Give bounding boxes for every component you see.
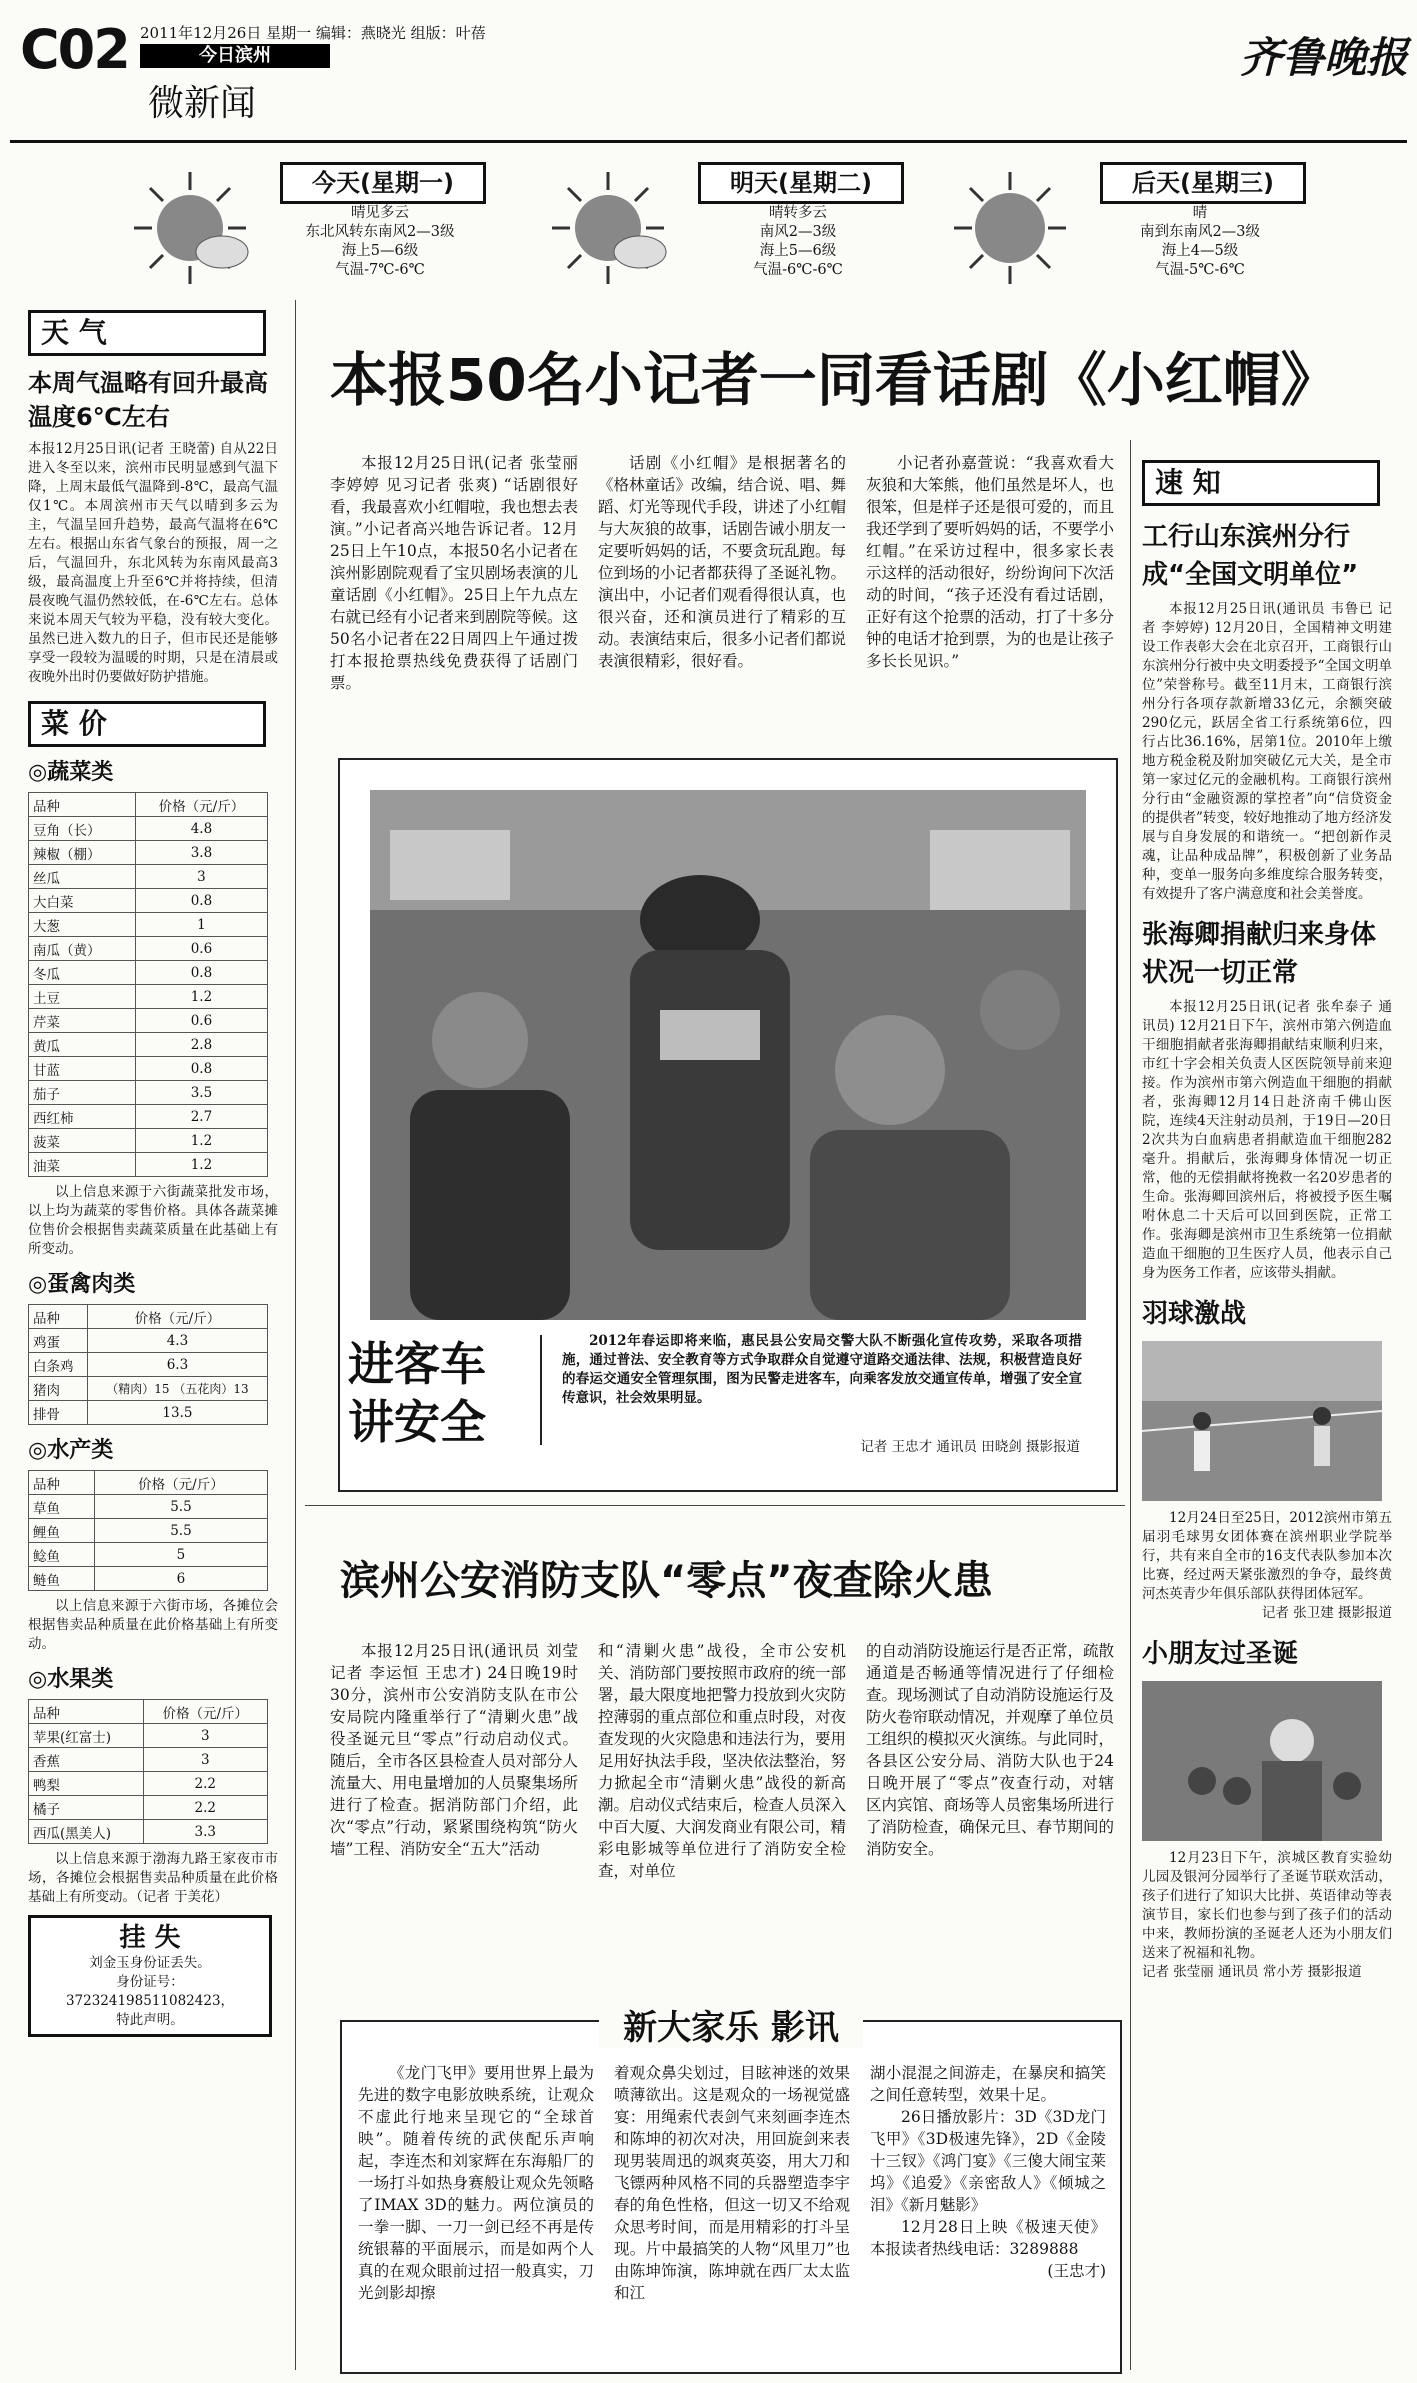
- veg-title: ◎蔬菜类: [28, 760, 114, 785]
- price: 3: [143, 1748, 267, 1772]
- price: 1: [135, 913, 267, 937]
- table-row: [29, 1105, 268, 1129]
- weather-line: 晴见多云: [351, 205, 409, 221]
- egg-title: ◎蛋禽肉类: [28, 1272, 136, 1297]
- photo-credit: 记者 王忠才 通讯员 田晓剑 摄影报道: [860, 1439, 1080, 1455]
- movie-upcoming: 12月28日上映《极速天使》本报读者热线电话：3289888: [870, 2218, 1106, 2258]
- right-column: [1142, 460, 1392, 1982]
- brief-body-4: 12月23日下午，滨城区教育实验幼儿园及银河分园举行了圣诞节联欢活动，孩子们进行了知识大比拼、英语律动等表演节目，家长们也参与到了孩子们的活动中来，教师扮演的圣诞老人还为小朋友们送来了祝福和礼物。: [1142, 1850, 1392, 1961]
- col-head: 品种: [29, 793, 136, 817]
- table-row: [29, 985, 268, 1009]
- movie-head-wrap: [342, 2000, 1120, 2049]
- table-row: [29, 817, 268, 841]
- photo-title-2: 讲安全: [348, 1395, 486, 1449]
- fish-price-table: [28, 1470, 268, 1591]
- movie-schedule: 26日播放影片：3D《3D龙门飞甲》《3D极速先锋》，2D《金陵十三钗》《鸿门宴》《三傻大闹宝莱坞》《追爱》《亲密敌人》《倾城之泪》《新月魅影》: [870, 2108, 1106, 2214]
- weather-day-title: 今天(星期一): [280, 162, 486, 204]
- fish-note: 以上信息来源于六街市场，各摊位会根据售卖品种质量在此价格基础上有所变动。: [28, 1598, 278, 1652]
- subsection-title: 微新闻: [148, 83, 257, 124]
- item: 草鱼: [29, 1495, 95, 1519]
- fire-col-2: 和“清剿火患”战役，全市公安机关、消防部门要按照市政府的统一部署，最大限度地把警力投放到火灾防控薄弱的重点部位和重点时段，对夜查发现的火灾隐患和违法行为，要用足用好执法手段，坚决依法整治，努力掀起全市“清剿火患”战役的新高潮。启动仪式结束后，检查人员深入中百大厦、大润发商业有限公司，精彩电影城等单位进行了消防安全检查，对单位: [598, 1642, 847, 1880]
- brief-body-2: 本报12月25日讯(记者 张牟泰子 通讯员) 12月21日下午，滨州市第六例造血干细胞捐献者张海卿捐献结束顺利归来，市红十字会相关负责人区医院领导前来迎接。作为滨州市第六例造血干细胞的捐献者，张海卿12月14日赴济南千佛山医院，连续4天注射动员剂，于19日—20日2次共为白血病患者捐献造血干细胞282毫升。捐献后，张海卿身体情况一切正常，他的无偿捐献将挽救一名20岁患者的生命。张海卿回滨州后，将被授予医生嘱咐休息二十天后可以回到医院，正常工作。张海卿是滨州市卫生系统第一位捐献造血干细胞的卫生医疗人员，他表示自己身为医务工作者，应该带头捐献。: [1142, 999, 1392, 1281]
- fire-col-1: 本报12月25日讯(通讯员 刘莹 记者 李运恒 王忠才) 24日晚19时30分，滨州市公安消防支队在市公安局院内隆重举行了“清剿火患”战役圣诞元旦“零点”行动启动仪式。随后，全市各区县检查人员对部分人流量大、用电量增加的人员聚集场所进行了检查。据消防部门介绍，此次“零点”行动，紧紧围绕构筑“防火墙”工程、消防安全“五大”活动: [330, 1642, 579, 1858]
- price: 0.6: [135, 937, 267, 961]
- weather-tomorrow: [548, 148, 928, 323]
- item: 甘蓝: [29, 1057, 136, 1081]
- table-row: [29, 937, 268, 961]
- header-rule: [10, 140, 1407, 143]
- fruit-price-table: [28, 1699, 268, 1844]
- weather-line: 气温-7℃-6℃: [335, 262, 425, 278]
- movie-col-1: 《龙门飞甲》要用世界上最为先进的数字电影放映系统，让观众不虚此行地来呈现它的“全球首映”。随着传统的武侠配乐声响起，李连杰和刘家辉在东海船厂的一场打斗如热身赛般让观众先领略了IMAX 3D的魅力。两位演员的一拳一脚、一刀一剑已经不再是传统银幕的平面展示，而是如两个人真的在观众眼前过招一般真实，刀光剑影却擦: [358, 2064, 594, 2302]
- table-row: [29, 1519, 268, 1543]
- article-col-1: 本报12月25日讯(记者 张莹丽 李婷婷 见习记者 张爽) “话剧很好看，我最喜欢小红帽啦，我也想去表演。”小记者高兴地告诉记者。12月25日上午10点，本报50名小记者在滨州影剧院观看了宝贝剧场表演的儿童话剧《小红帽》。25日上午九点左右就已经有小记者来到剧院等候。这50名小记者在22日周四上午通过拨打本报抢票热线免费获得了话剧门票。: [330, 454, 579, 692]
- lost-line: 372324198511082423，: [65, 1993, 235, 2009]
- price: 0.8: [135, 889, 267, 913]
- main-headline: 本报50名小记者一同看话剧《小红帽》: [330, 346, 1339, 414]
- price: 3: [143, 1724, 267, 1748]
- item: 香蕉: [29, 1748, 144, 1772]
- price: 2.8: [135, 1033, 267, 1057]
- weather-day-after: [950, 148, 1330, 323]
- brief-title-1: 工行山东滨州分行成“全国文明单位”: [1142, 522, 1359, 590]
- fire-headline: 滨州公安消防支队“零点”夜查除火患: [340, 1558, 993, 1604]
- item: 西瓜(黑美人): [29, 1820, 144, 1844]
- table-row: [29, 1057, 268, 1081]
- weather-line: 海上4—5级: [1161, 243, 1239, 259]
- table-row: [29, 1796, 268, 1820]
- item: 黄瓜: [29, 1033, 136, 1057]
- table-row: [29, 1009, 268, 1033]
- item: 鸭梨: [29, 1772, 144, 1796]
- price: 2.2: [143, 1772, 267, 1796]
- item: 白条鸡: [29, 1353, 88, 1377]
- price: 4.3: [87, 1329, 267, 1353]
- table-row: [29, 1081, 268, 1105]
- item: 油菜: [29, 1153, 136, 1177]
- weather-line: 南风2—3级: [759, 224, 837, 240]
- egg-price-table: [28, 1304, 268, 1425]
- movie-col-2: 着观众鼻尖划过，目眩神迷的效果喷薄欲出。这是观众的一场视觉盛宴：用绳索代表剑气来刻画李连杰和陈坤的初次对决，用回旋剑来表现男装周迅的飒爽英姿，用大刀和飞镖两种风格不同的兵器塑造李宇春的角色性格，但这一切又不给观众思考时间，而是用精彩的打斗呈现。片中最搞笑的人物“风里刀”也由陈坤饰演，陈坤就在西厂太太监和江: [614, 2064, 850, 2302]
- table-row: [29, 1129, 268, 1153]
- item: 橘子: [29, 1796, 144, 1820]
- price: 1.2: [135, 1129, 267, 1153]
- movie-credit: (王忠才): [1047, 2262, 1106, 2280]
- price: 0.6: [135, 1009, 267, 1033]
- price: 6.3: [87, 1353, 267, 1377]
- price: （精肉）15 （五花肉）13: [87, 1377, 267, 1401]
- weather-line: 海上5—6级: [759, 243, 837, 259]
- table-row: [29, 913, 268, 937]
- weather-day-title: 明天(星期二): [698, 162, 904, 204]
- col-head: 价格（元/斤）: [94, 1471, 267, 1495]
- weather-section-head: 天 气: [28, 310, 266, 356]
- brief-body-1: 本报12月25日讯(通讯员 韦鲁已 记者 李婷婷) 12月20日，全国精神文明建设工作表彰大会在北京召开，工商银行山东滨州分行被中央文明委授予“全国文明单位”荣誉称号。截至11月末，工商银行滨州分行各项存款新增33亿元，余额突破290亿元，跃居全省工行系统第6位，四行占比36.16%，居第1位。2010年上缴地方税金税及附加突破亿元大关，是全市第一家过亿元的金融机构。工商银行滨州分行由“金融资源的掌控者”向“信贷资金的提供者”转变，较好地推动了地方经济发展与自身发展的和谐统一。“把创新作灵魂，让品种成品牌”，积极创新了业务品种，变单一服务向多维度综合服务转变，有效提升了客户满意度和社会美誉度。: [1142, 601, 1392, 902]
- table-row: [29, 1724, 268, 1748]
- brief-title-2: 张海卿捐献归来身体状况一切正常: [1142, 920, 1377, 988]
- price: 2.2: [143, 1796, 267, 1820]
- newspaper-logo: 齐鲁晚报: [1240, 33, 1409, 82]
- price: 0.8: [135, 961, 267, 985]
- table-header: [29, 1305, 268, 1329]
- item: 西红柿: [29, 1105, 136, 1129]
- price: 2.7: [135, 1105, 267, 1129]
- item: 排骨: [29, 1401, 88, 1425]
- photo-title-1: 进客车: [348, 1337, 486, 1391]
- item: 南瓜（黄）: [29, 937, 136, 961]
- item: 辣椒（棚）: [29, 841, 136, 865]
- left-column: [28, 310, 278, 2037]
- page-number: C02: [20, 18, 129, 81]
- item: 丝瓜: [29, 865, 136, 889]
- weather-article-body: 本报12月25日讯(记者 王晓蕾) 自从22日进入冬至以来，滨州市民明显感到气温下降，上周末最低气温降到-8℃，最高气温仅1℃。本周滨州市天气以晴到多云为主，气温呈回升趋势，最高气温将在6℃左右。根据山东省气象台的预报，周一之后，气温回升，东北风转为东南风最高3级，最高温度上升至6℃并将持续，但清晨夜晚气温仍然较低，在-6℃左右。总体来说本周天气较为平稳，没有较大变化。虽然已进入数九的日子，但市民还是能够享受一段较为温暖的时期，只是在清晨或夜晚外出时仍要做好防护措施。: [28, 441, 278, 685]
- col-head: 价格（元/斤）: [87, 1305, 267, 1329]
- lost-line: 刘金玉身份证丢失。: [89, 1955, 211, 1971]
- brief-credit-3: 记者 张卫建 摄影报道: [1261, 1605, 1392, 1621]
- brief-title-4: 小朋友过圣诞: [1142, 1639, 1299, 1669]
- table-row: [29, 1820, 268, 1844]
- table-row: [29, 1401, 268, 1425]
- section-tag: 今日滨州: [140, 44, 330, 68]
- fish-title: ◎水产类: [28, 1438, 114, 1463]
- lost-notice: [28, 1915, 272, 2037]
- price: 3.5: [135, 1081, 267, 1105]
- price: 6: [94, 1567, 267, 1591]
- item: 猪肉: [29, 1377, 88, 1401]
- sun-cloud-icon: [548, 168, 668, 288]
- table-row: [29, 1772, 268, 1796]
- price: 3.3: [143, 1820, 267, 1844]
- table-row: [29, 841, 268, 865]
- table-row: [29, 1153, 268, 1177]
- item: 大葱: [29, 913, 136, 937]
- column-rule: [295, 300, 296, 2370]
- weather-today: [130, 148, 510, 323]
- movie-col-3-wrap: [870, 2062, 1106, 2282]
- movie-head: 新大家乐 影讯: [599, 2008, 863, 2048]
- fruit-note: 以上信息来源于渤海九路王家夜市市场，各摊位会根据售卖品种质量在此价格基础上有所变动。（记者 于美花）: [28, 1851, 278, 1905]
- price: 4.8: [135, 817, 267, 841]
- table-row: [29, 961, 268, 985]
- price: 1.2: [135, 985, 267, 1009]
- table-header: [29, 1471, 268, 1495]
- bus-photo: [370, 790, 1086, 1320]
- weather-line: 气温-6℃-6℃: [753, 262, 843, 278]
- item: 鸡蛋: [29, 1329, 88, 1353]
- item: 豆角（长）: [29, 817, 136, 841]
- table-row: [29, 889, 268, 913]
- item: 茄子: [29, 1081, 136, 1105]
- table-header: [29, 793, 268, 817]
- price: 5: [94, 1543, 267, 1567]
- price: 3.8: [135, 841, 267, 865]
- table-row: [29, 1748, 268, 1772]
- price: 3: [135, 865, 267, 889]
- caption-divider: [540, 1335, 542, 1445]
- badminton-photo: [1142, 1341, 1382, 1501]
- sun-cloud-icon: [130, 168, 250, 288]
- price: 1.2: [135, 1153, 267, 1177]
- brief-credit-4: 记者 张莹丽 通讯员 常小芳 摄影报道: [1142, 1964, 1362, 1980]
- price: 5.5: [94, 1495, 267, 1519]
- weather-line: 气温-5℃-6℃: [1155, 262, 1245, 278]
- item: 鲶鱼: [29, 1543, 95, 1567]
- brief-title-3: 羽球激战: [1142, 1299, 1247, 1329]
- weather-article-title: 本周气温略有回升最高温度6℃左右: [28, 369, 268, 431]
- issue-meta: 2011年12月26日 星期一 编辑：燕晓光 组版：叶蓓: [140, 24, 486, 42]
- item: 鲤鱼: [29, 1519, 95, 1543]
- item: 菠菜: [29, 1129, 136, 1153]
- table-row: [29, 1567, 268, 1591]
- lost-line: 身份证号：: [116, 1974, 184, 1990]
- table-header: [29, 1700, 268, 1724]
- col-head: 价格（元/斤）: [143, 1700, 267, 1724]
- sun-icon: [950, 168, 1070, 288]
- article-col-2: 话剧《小红帽》是根据著名的《格林童话》改编，结合说、唱、舞蹈、灯光等现代手段，讲述了小红帽与大灰狼的故事，话剧告诫小朋友一定要听妈妈的话，不要贪玩乱跑。每位到场的小记者都获得了圣诞礼物。演出中，小记者们观看得很认真，也很兴奋，还和演员进行了精彩的互动。表演结束后，很多小记者们都说表演很精彩，很好看。: [598, 454, 847, 670]
- weather-day-title: 后天(星期三): [1100, 162, 1306, 204]
- col-head: 价格（元/斤）: [135, 793, 267, 817]
- price: 5.5: [94, 1519, 267, 1543]
- section-rule: [305, 1505, 1125, 1506]
- weather-line: 晴转多云: [769, 205, 827, 221]
- weather-line: 东北风转东南风2—3级: [305, 224, 455, 240]
- item: 冬瓜: [29, 961, 136, 985]
- veg-note: 以上信息来源于六街蔬菜批发市场，以上均为蔬菜的零售价格。具体各蔬菜摊位售价会根据售卖蔬菜质量在此基础上有所变动。: [28, 1184, 278, 1257]
- fire-col-3: 的自动消防设施运行是否正常，疏散通道是否畅通等情况进行了仔细检查。现场测试了自动消防设施运行及防火卷帘联动情况，并观摩了单位员工组织的模拟灭火演练。与此同时，各县区公安分局、消防大队也于24日晚开展了“零点”夜查行动，对辖区内宾馆、商场等人员密集场所进行了消防检查，确保元旦、春节期间的消防安全。: [866, 1642, 1115, 1858]
- table-row: [29, 1353, 268, 1377]
- lost-line: 特此声明。: [116, 2012, 184, 2028]
- christmas-photo: [1142, 1681, 1382, 1841]
- weather-line: 南到东南风2—3级: [1140, 224, 1260, 240]
- veg-price-table: [28, 792, 268, 1177]
- brief-body-3: 12月24日至25日，2012滨州市第五届羽毛球男女团体赛在滨州职业学院举行，共有来自全市的16支代表队参加本次比赛，经过两天紧张激烈的争夺，最终黄河杰英青少年俱乐部队获得团体冠军。: [1142, 1510, 1392, 1602]
- weather-line: 晴: [1192, 205, 1208, 221]
- item: 土豆: [29, 985, 136, 1009]
- photo-caption: 2012年春运即将来临，惠民县公安局交警大队不断强化宣传攻势，采取各项措施，通过普法、安全教育等方式争取群众自觉遵守道路交通法律、法规，积极营造良好的春运交通安全管理氛围，图为民警走进客车，向乘客发放交通宣传单，增强了安全宣传意识，社会效果明显。: [562, 1333, 1082, 1406]
- price: 13.5: [87, 1401, 267, 1425]
- item: 大白菜: [29, 889, 136, 913]
- brief-section-head: 速 知: [1142, 460, 1380, 506]
- lost-head: 挂 失: [119, 1923, 181, 1953]
- table-row: [29, 1033, 268, 1057]
- table-row: [29, 1495, 268, 1519]
- item: 苹果(红富士): [29, 1724, 144, 1748]
- movie-box: [340, 2008, 1122, 2374]
- table-row: [29, 1377, 268, 1401]
- column-rule: [1130, 440, 1131, 2370]
- weather-line: 海上5—6级: [341, 243, 419, 259]
- item: 鲢鱼: [29, 1567, 95, 1591]
- photo-feature: [338, 758, 1118, 1492]
- article-col-3: 小记者孙嘉萱说：“我喜欢看大灰狼和大笨熊，他们虽然是坏人，也很笨，但是样子还是很可爱的，而且我还学到了要听妈妈的话，不要学小红帽。”在采访过程中，很多家长表示这样的活动很好，纷纷询问下次活动的时间，“孩子还没有看过话剧，正好有这个抢票的活动，打了十多分钟的电话才抢到票，为的也是让孩子多长长见识。”: [866, 454, 1115, 670]
- item: 芹菜: [29, 1009, 136, 1033]
- table-row: [29, 865, 268, 889]
- movie-col-3: 湖小混混之间游走，在暴戾和搞笑之间任意转型，效果十足。: [870, 2064, 1106, 2104]
- table-row: [29, 1329, 268, 1353]
- price: 0.8: [135, 1057, 267, 1081]
- price-section-head: 菜 价: [28, 701, 266, 747]
- table-row: [29, 1543, 268, 1567]
- fruit-title: ◎水果类: [28, 1667, 114, 1692]
- col-head: 品种: [29, 1471, 95, 1495]
- col-head: 品种: [29, 1700, 144, 1724]
- col-head: 品种: [29, 1305, 88, 1329]
